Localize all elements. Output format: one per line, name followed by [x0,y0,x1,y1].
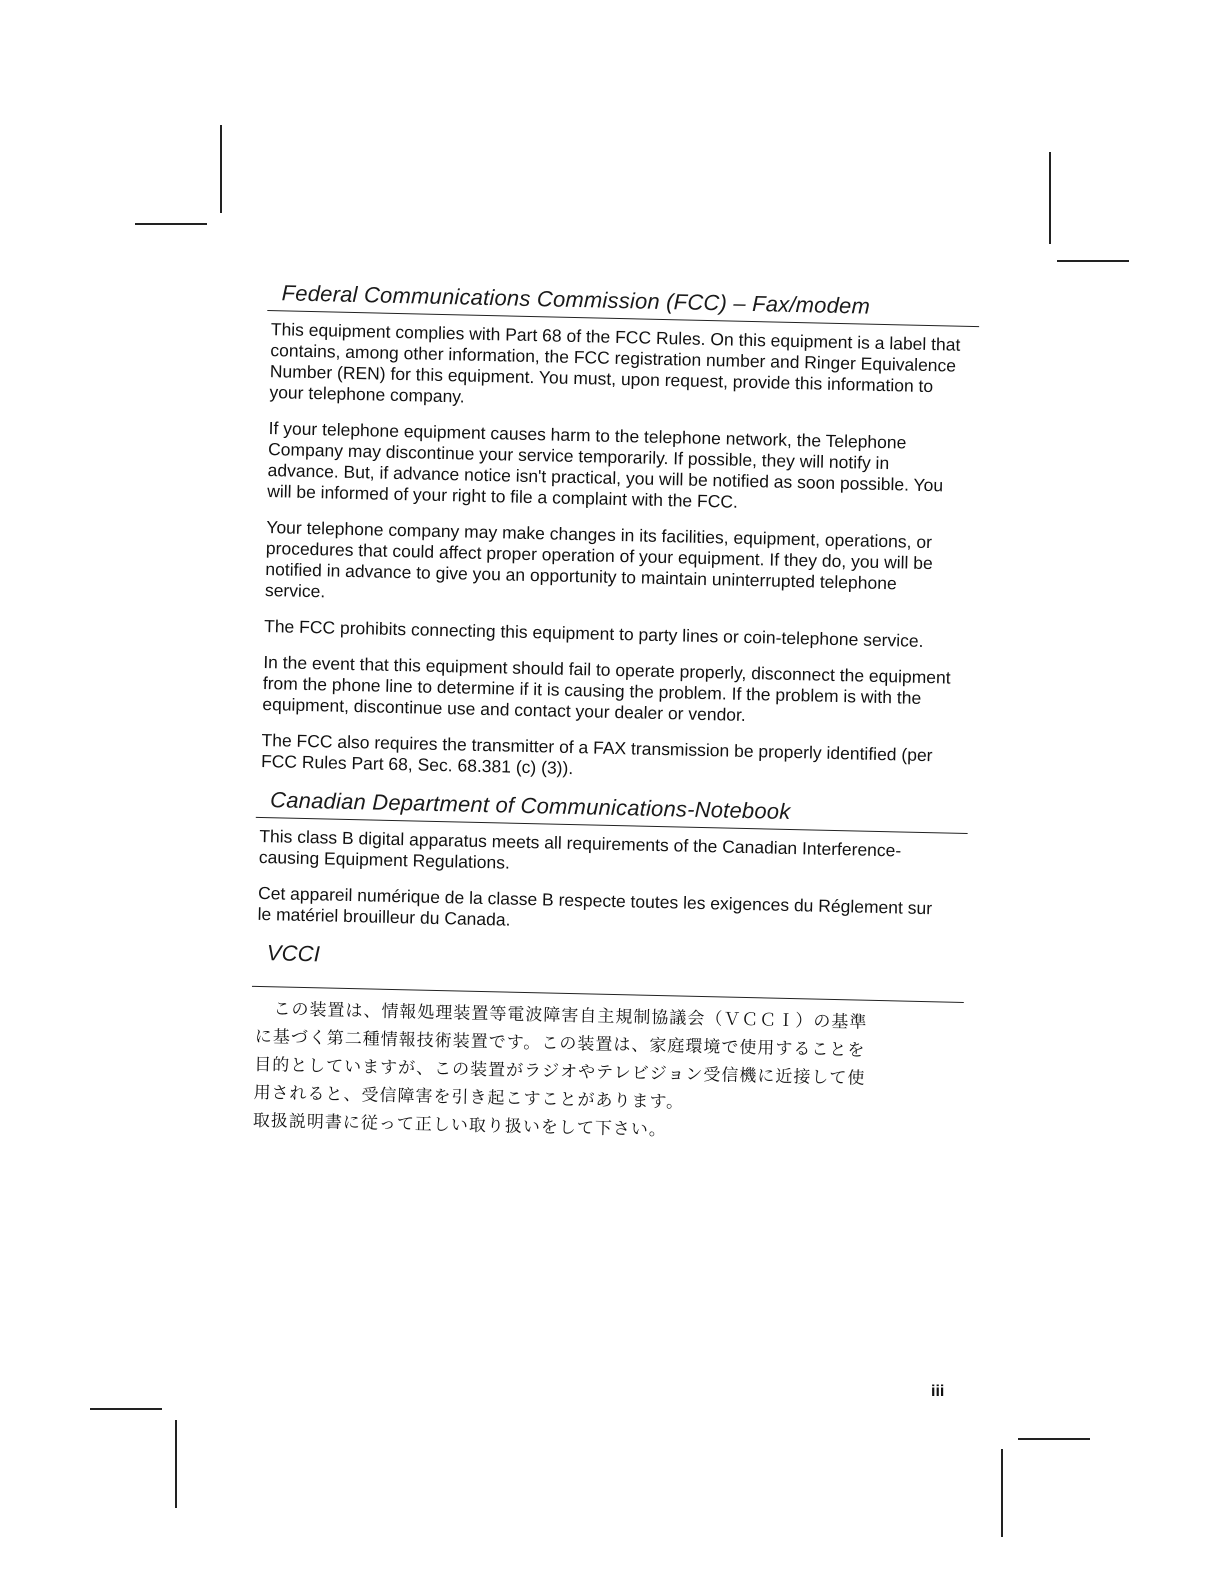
crop-mark-bottom-right-vertical [1001,1449,1003,1537]
vcci-section [249,940,965,1151]
canadian-section [253,787,968,941]
main-content [248,280,980,1165]
crop-mark-top-right-vertical [1049,152,1051,244]
vcci-heading: VCCI [252,940,965,1003]
canadian-paragraph-french: Cet appareil numérique de la classe B respecte toutes les exigences du Réglement sur le matériel brouilleur du Canada. [257,882,933,930]
fcc-paragraph: This equipment complies with Part 68 of the FCC Rules. On this equipment is a label that contains, among other information, the FCC registration number and Ringer Equivalence Number (REN) for this equipment. You must, upon request, provide this information to your telephone company. [269,319,961,407]
crop-mark-bottom-left-horizontal [90,1408,162,1410]
vcci-line: に基づく第二種情報技術装置です。この装置は、家庭環境で使用することを [254,1026,866,1061]
canadian-heading: Canadian Department of Communications-Notebook [256,787,969,834]
vcci-japanese-text [249,995,944,1151]
fcc-paragraph: If your telephone equipment causes harm to the telephone network, the Telephone Company may discontinue your service temporarily. If possible, they will notify in advance. But, if advance notice isn't practical, you will be notified as soon possible. You will be informed of your right to file a complaint with the FCC. [266,418,944,512]
fcc-paragraph: The FCC also requires the transmitter of a FAX transmission be properly identified (per FCC Rules Part 68, Sec. 68.381 (c) (3)). [260,729,933,779]
crop-mark-top-right-horizontal [1057,260,1129,262]
fcc-heading: Federal Communications Commission (FCC) – Fax/modem [267,280,980,327]
vcci-line: 取扱説明書に従って正しい取り扱いをして下さい。 [252,1110,668,1141]
vcci-line: この装置は、情報処理装置等電波障害自主規制協議会（ＶＣＣＩ）の基準 [273,999,868,1033]
crop-mark-top-left-horizontal [135,223,207,225]
fcc-paragraph: Your telephone company may make changes in its facilities, equipment, operations, or procedures that could affect proper operation of your equipment. If they do, you will be notified in advance to give you an opportunity to maintain uninterrupted telephone service. [264,517,934,602]
fcc-section [257,280,980,788]
vcci-line: 用されると、受信障害を引き起こすことがあります。 [253,1082,685,1113]
fcc-paragraph: The FCC prohibits connecting this equipment to party lines or coin-telephone service. [263,616,924,651]
crop-mark-bottom-left-vertical [175,1420,177,1508]
crop-mark-top-left-vertical [220,125,222,213]
fcc-paragraph: In the event that this equipment should fail to operate properly, disconnect the equipment from the phone line to determine if it is causing the problem. If the problem is with the equipment, discontinue use and contact your dealer or vendor. [262,651,951,725]
crop-mark-bottom-right-horizontal [1018,1438,1090,1440]
vcci-line: 目的としていますが、この装置がラジオやテレビジョン受信機に近接して使 [253,1054,866,1089]
canadian-paragraph-english: This class B digital apparatus meets all requirements of the Canadian Interference-causing Equipment Regulations. [258,825,902,873]
page-number: iii [931,1383,945,1400]
